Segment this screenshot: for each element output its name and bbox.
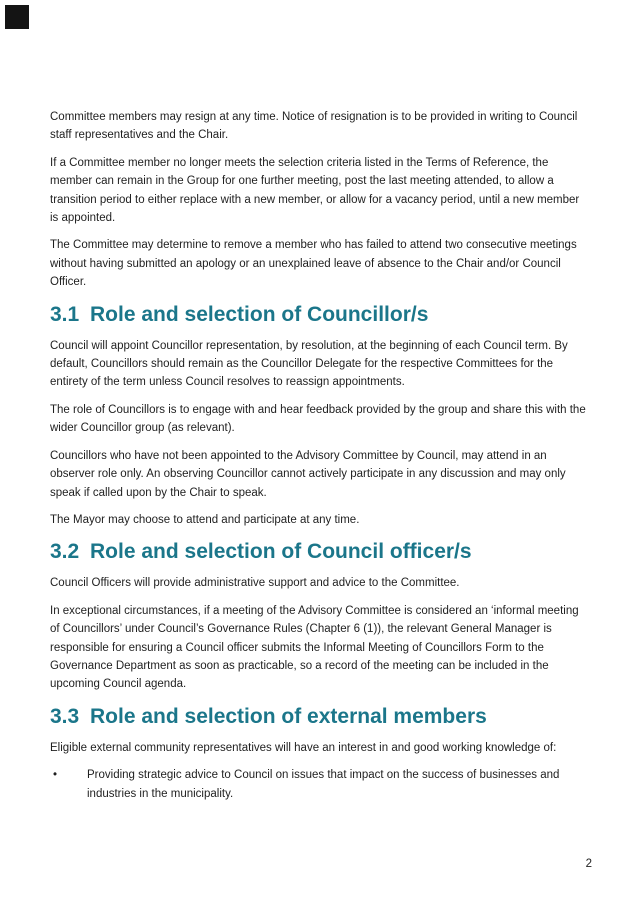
paragraph-mayor: The Mayor may choose to attend and participate at any time. [50,513,360,526]
paragraph-officer-support: Council Officers will provide administrative support and advice to the Committee. [50,577,460,590]
paragraph-resignation: Committee members may resign at any time. Notice of resignation is to be provided in writing to Council staff representatives and the Chair. [50,111,578,142]
section-heading-3-3 [50,704,590,729]
list-item-text: Providing strategic advice to Council on issues that impact on the success of businesses and industries in the municipality. [87,769,560,800]
paragraph-informal-meeting: In exceptional circumstances, if a meeting of the Advisory Committee is considered an ‘informal meeting of Councillors’ under Council’s Governance Rules (Chapter 6 (1)), the relevant General Manager is responsible for ensuring a Council officer submits the Informal Meeting of Councillors Form to the Governance Department as soon as practicable, so a record of the meeting can be included in the upcoming Council agenda. [50,604,579,691]
heading-title: Role and selection of Councillor/s [90,302,429,326]
corner-marker [5,5,29,29]
heading-title: Role and selection of Council officer/s [90,540,472,564]
paragraph-external-members: Eligible external community representatives will have an interest in and good working knowledge of: [50,741,557,754]
paragraph-councillor-appointment: Council will appoint Councillor representation, by resolution, at the beginning of each Council term. By default, Councillors should remain as the Councillor Delegate for the respective Committees for the entirety of the term unless Council resolves to reassign appointments. [50,339,568,389]
paragraph-removal: The Committee may determine to remove a member who has failed to attend two consecutive meetings without having submitted an apology or an unexplained leave of absence to the Chair and/or Council Officer. [50,239,577,289]
heading-number: 3.3 [50,704,80,728]
heading-number: 3.1 [50,302,80,326]
bullet-list [50,766,590,803]
heading-title: Role and selection of external members [90,704,487,728]
paragraph-councillor-role: The role of Councillors is to engage with and hear feedback provided by the group and share this with the wider Councillor group (as relevant). [50,403,586,435]
heading-number: 3.2 [50,540,80,564]
page-number: 2 [585,858,592,870]
paragraph-observer-role: Councillors who have not been appointed to the Advisory Committee by Council, may attend in an observer role only. An observing Councillor cannot actively participate in any discussion and may only speak if called upon by the Chair to speak. [50,449,566,499]
paragraph-selection-criteria: If a Committee member no longer meets the selection criteria listed in the Terms of Reference, the member can remain in the Group for one further meeting, post the last meeting attended, to allow a transition period to either replace with a new member, or allow for a vacancy period, until a new member is appointed. [50,156,580,225]
bullet-icon: • [53,769,58,782]
section-heading-3-1 [50,302,590,327]
list-item [50,766,590,803]
section-heading-3-2 [50,539,590,564]
